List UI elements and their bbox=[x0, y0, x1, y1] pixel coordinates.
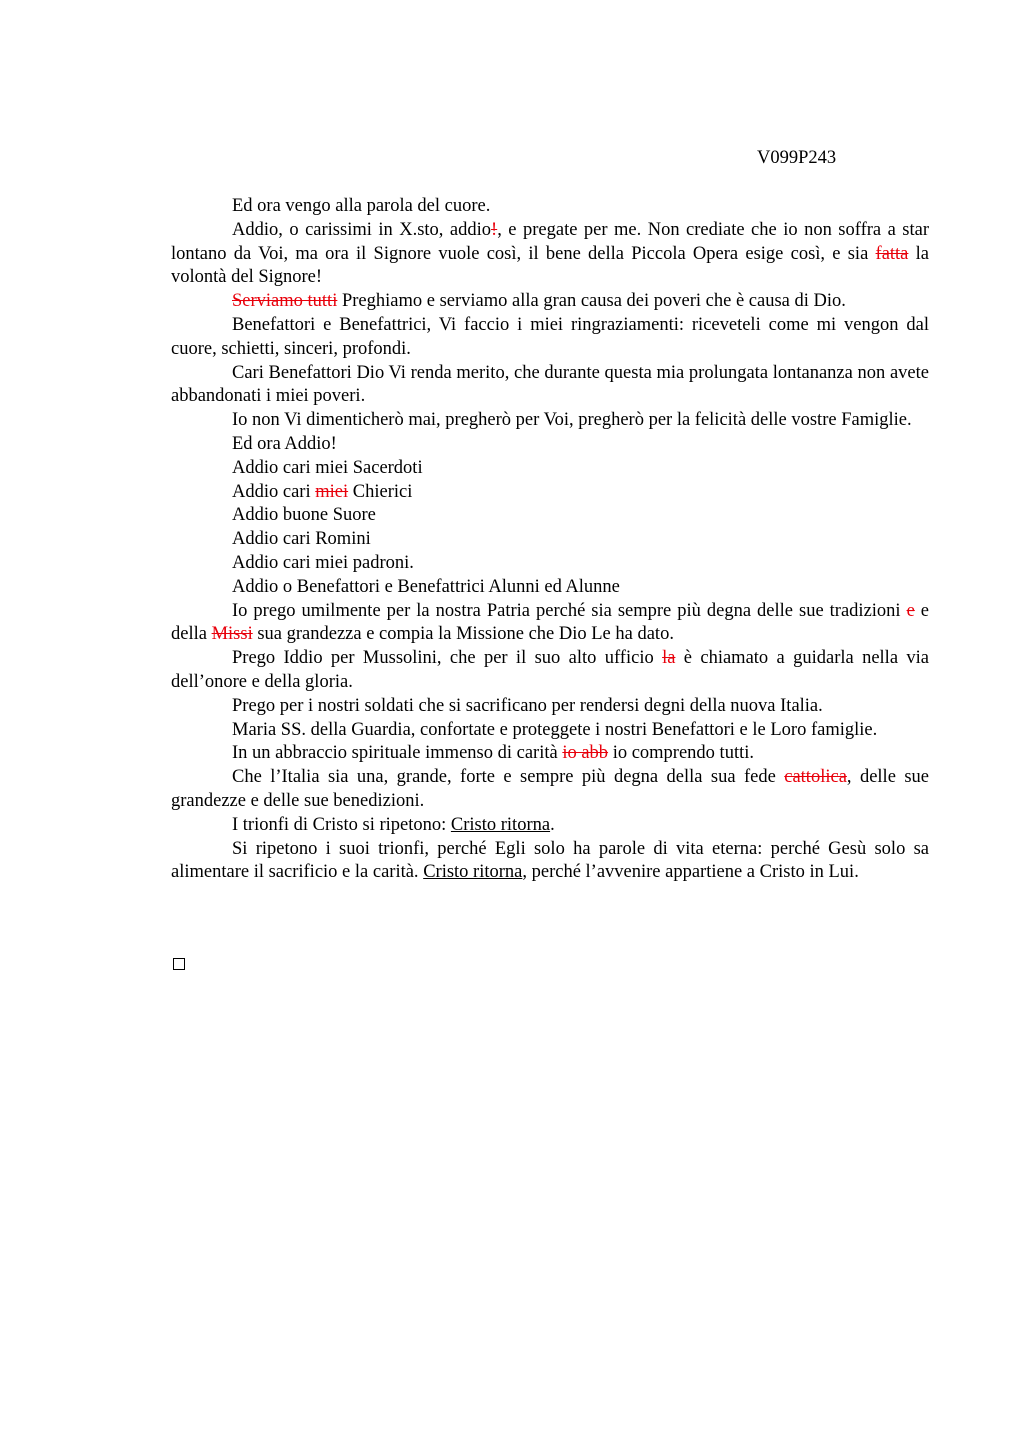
text-run: Si ripetono i suoi trionfi, perché Egli solo ha parole di vita eterna: perché Gesù solo sa alimentare il sacrificio e la carità. bbox=[171, 838, 929, 883]
paragraph: Benefattori e Benefattrici, Vi faccio i miei ringraziamenti: riceveteli come mi vengon dal cuore, schietti, sinceri, profondi. bbox=[171, 314, 929, 359]
paragraph bbox=[171, 219, 929, 290]
deleted-text: ! bbox=[491, 219, 498, 240]
text-run: la volontà del Signore! bbox=[171, 243, 929, 288]
text-run: Addio, o carissimi in X.sto, addio bbox=[232, 219, 492, 240]
text-run: Chierici bbox=[348, 481, 413, 502]
paragraph: Io non Vi dimenticherò mai, pregherò per Voi, pregherò per la felicità delle vostre Famiglie. bbox=[232, 410, 912, 431]
paragraph: Ed ora vengo alla parola del cuore. bbox=[232, 196, 491, 216]
text-run: Addio cari bbox=[232, 481, 316, 502]
page-identifier: V099P243 bbox=[757, 148, 837, 168]
paragraph: Ed ora Addio! bbox=[232, 433, 337, 454]
paragraph: Addio cari miei padroni. bbox=[232, 552, 414, 573]
text-run: io comprendo tutti. bbox=[608, 743, 754, 764]
deleted-text: cattolica bbox=[784, 767, 847, 788]
deleted-text: io abb bbox=[562, 743, 609, 764]
paragraph: Addio buone Suore bbox=[232, 505, 376, 526]
paragraph bbox=[171, 814, 929, 838]
text-run: . bbox=[550, 814, 555, 835]
text-run: In un abbraccio spirituale immenso di carità bbox=[232, 743, 563, 764]
paragraph bbox=[171, 481, 929, 505]
paragraph bbox=[171, 742, 929, 766]
deleted-text: e bbox=[906, 600, 915, 621]
text-run: è chiamato a guidarla nella via dell’onore e della gloria. bbox=[171, 648, 929, 692]
paragraph bbox=[171, 838, 929, 886]
text-run: e della bbox=[171, 600, 929, 645]
deleted-text: la bbox=[662, 648, 676, 669]
deleted-text: Missi bbox=[211, 624, 253, 645]
text-run: Che l’Italia sia una, grande, forte e sempre più degna della sua fede bbox=[232, 767, 785, 788]
paragraph bbox=[171, 647, 929, 695]
end-marker-box bbox=[173, 958, 185, 970]
text-run: , delle sue grandezze e delle sue benedizioni. bbox=[171, 767, 929, 811]
paragraph: Addio cari miei Sacerdoti bbox=[232, 457, 423, 478]
paragraph: Maria SS. della Guardia, confortate e proteggete i nostri Benefattori e le Loro famiglie. bbox=[232, 719, 878, 740]
deleted-text: Serviamo tutti bbox=[232, 291, 338, 312]
paragraph: Addio o Benefattori e Benefattrici Alunni ed Alunne bbox=[232, 576, 620, 597]
deleted-text: fatta bbox=[875, 243, 909, 264]
deleted-text: miei bbox=[315, 481, 349, 502]
text-run: , perché l’avvenire appartiene a Cristo in Lui. bbox=[522, 862, 859, 883]
text-run: sua grandezza e compia la Missione che Dio Le ha dato. bbox=[252, 624, 674, 645]
paragraph bbox=[171, 600, 929, 648]
underlined-text: Cristo ritorna bbox=[423, 862, 523, 883]
paragraph: Cari Benefattori Dio Vi renda merito, che durante questa mia prolungata lontananza non avete abbandonati i miei poveri. bbox=[171, 362, 929, 407]
text-run: Preghiamo e serviamo alla gran causa dei poveri che è causa di Dio. bbox=[337, 291, 846, 312]
paragraph: Prego per i nostri soldati che si sacrificano per rendersi degni della nuova Italia. bbox=[232, 695, 823, 716]
paragraph bbox=[171, 766, 929, 814]
text-run: , e pregate per me. Non crediate che io non soffra a star lontano da Voi, ma ora il Signore vuole così, il bene della Piccola Opera esige così, e sia bbox=[171, 219, 930, 264]
paragraph: Addio cari Romini bbox=[232, 529, 371, 550]
letter-body bbox=[171, 195, 929, 885]
text-run: Prego Iddio per Mussolini, che per il suo alto ufficio bbox=[232, 648, 663, 669]
paragraph bbox=[171, 290, 929, 314]
underlined-text: Cristo ritorna bbox=[450, 814, 551, 835]
text-run: Io prego umilmente per la nostra Patria perché sia sempre più degna delle sue tradizioni bbox=[232, 600, 907, 621]
text-run: I trionfi di Cristo si ripetono: bbox=[232, 814, 451, 835]
